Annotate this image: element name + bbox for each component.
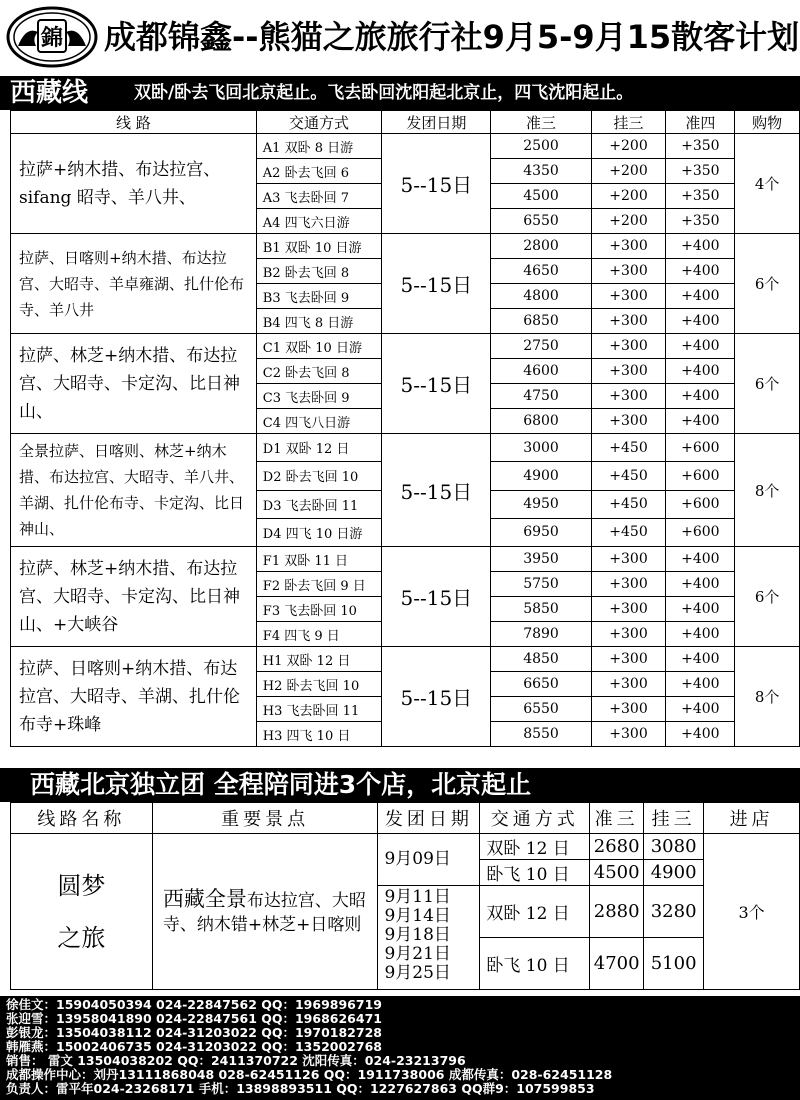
plus3-cell: +200	[591, 209, 666, 234]
std3-cell: 4500	[590, 860, 644, 886]
std4-cell: +400	[666, 334, 735, 359]
table-row	[11, 647, 800, 672]
table-row	[11, 547, 800, 572]
table-row	[11, 134, 800, 159]
table-row	[11, 434, 800, 462]
contact-line: 韩雁燕：15002406735 024-31203022 QQ：1352002768	[6, 1039, 382, 1054]
date-item: 9月21日	[384, 944, 451, 964]
std4-cell: +350	[666, 209, 735, 234]
date-cell: 5--15日	[382, 434, 491, 547]
shopping-cell: 6个	[735, 334, 800, 434]
transport-cell: A1 双卧 8 日游	[256, 134, 381, 159]
col-route: 线 路	[11, 111, 257, 134]
contact-line: 徐佳文：15904050394 024-22847562 QQ：1969896719	[6, 997, 382, 1012]
col-date: 发团日期	[378, 803, 480, 834]
col-plus3: 挂三	[591, 111, 666, 134]
shopping-cell: 6个	[735, 234, 800, 334]
std4-cell: +400	[666, 234, 735, 259]
plus3-cell: +300	[591, 572, 666, 597]
std4-cell: +400	[666, 672, 735, 697]
transport-cell: B3 飞去卧回 9	[256, 284, 381, 309]
route-cell: 拉萨、林芝+纳木措、布达拉宫、大昭寺、卡定沟、比日神山、+大峡谷	[11, 547, 257, 647]
std3-cell: 6550	[491, 209, 591, 234]
std3-cell: 4900	[491, 462, 591, 490]
route-cell: 拉萨、林芝+纳木措、布达拉宫、大昭寺、卡定沟、比日神山、	[11, 334, 257, 434]
transport-cell: C4 四飞八日游	[256, 409, 381, 434]
std3-cell: 2680	[590, 834, 644, 860]
std4-cell: +600	[666, 490, 735, 518]
transport-cell: F3 飞去卧回 10	[256, 597, 381, 622]
transport-cell: 卧飞 10 日	[480, 938, 590, 990]
plus3-cell: +300	[591, 597, 666, 622]
std4-cell: +600	[666, 518, 735, 546]
shops-cell: 3个	[704, 834, 800, 990]
plus3-cell: +450	[591, 462, 666, 490]
std3-cell: 2800	[491, 234, 591, 259]
std4-cell: +400	[666, 572, 735, 597]
std3-cell: 6550	[491, 697, 591, 722]
company-logo-icon	[6, 6, 98, 68]
beijing-price-table	[10, 802, 800, 990]
col-transport: 交通方式	[480, 803, 590, 834]
spots-lead: 西藏全景	[162, 886, 247, 911]
transport-cell: B1 双卧 10 日游	[256, 234, 381, 259]
shopping-cell: 4个	[735, 134, 800, 234]
transport-cell: D3 飞去卧回 11	[256, 490, 381, 518]
transport-cell: B4 四飞 8 日游	[256, 309, 381, 334]
spots-rest: 布达拉宫、大昭寺、纳木错+林芝+日喀则	[162, 890, 366, 935]
std4-cell: +400	[666, 597, 735, 622]
std4-cell: +600	[666, 462, 735, 490]
plus3-cell: +300	[591, 309, 666, 334]
transport-cell: C3 飞去卧回 9	[256, 384, 381, 409]
col-std3: 准三	[590, 803, 644, 834]
plus3-cell: +300	[591, 384, 666, 409]
tibet-banner	[0, 76, 800, 110]
shopping-cell: 8个	[735, 647, 800, 747]
col-std3: 准三	[491, 111, 591, 134]
route-name-cell	[11, 834, 153, 990]
transport-cell: 双卧 12 日	[480, 886, 590, 938]
transport-cell: A3 飞去卧回 7	[256, 184, 381, 209]
std3-cell: 6800	[491, 409, 591, 434]
std3-cell: 4600	[491, 359, 591, 384]
route-cell: 拉萨+纳木措、布达拉宫、sifang 昭寺、羊八井、	[11, 134, 257, 234]
plus3-cell: +300	[591, 722, 666, 747]
plus3-cell: +300	[591, 697, 666, 722]
std3-cell: 2880	[590, 886, 644, 938]
std4-cell: +350	[666, 184, 735, 209]
col-date: 发团日期	[382, 111, 491, 134]
std4-cell: +400	[666, 359, 735, 384]
plus3-cell: +300	[591, 334, 666, 359]
beijing-banner-title: 西藏北京独立团 全程陪同进3个店，北京起止	[30, 770, 532, 799]
col-shopping: 购物	[735, 111, 800, 134]
std4-cell: +400	[666, 722, 735, 747]
transport-cell: D2 卧去飞回 10	[256, 462, 381, 490]
plus3-cell: +300	[591, 622, 666, 647]
shopping-cell: 8个	[735, 434, 800, 547]
beijing-banner	[0, 768, 800, 802]
transport-cell: H2 卧去飞回 10	[256, 672, 381, 697]
col-std4: 准四	[666, 111, 735, 134]
transport-cell: F2 卧去飞回 9 日	[256, 572, 381, 597]
date-item: 9月14日	[384, 906, 451, 926]
date-cell: 5--15日	[382, 547, 491, 647]
std4-cell: +600	[666, 434, 735, 462]
transport-cell: C2 卧去飞回 8	[256, 359, 381, 384]
tibet-banner-title: 西藏线	[10, 78, 89, 108]
plus3-cell: +300	[591, 672, 666, 697]
date-cell: 5--15日	[382, 334, 491, 434]
plus3-cell: +300	[591, 234, 666, 259]
table-header-row	[11, 803, 800, 834]
plus3-cell: 5100	[644, 938, 704, 990]
std3-cell: 8550	[491, 722, 591, 747]
date-item: 9月25日	[384, 963, 451, 983]
std4-cell: +400	[666, 284, 735, 309]
plus3-cell: +200	[591, 134, 666, 159]
std3-cell: 4750	[491, 384, 591, 409]
table-row	[11, 334, 800, 359]
std3-cell: 4800	[491, 284, 591, 309]
std4-cell: +400	[666, 647, 735, 672]
std4-cell: +400	[666, 259, 735, 284]
std3-cell: 2750	[491, 334, 591, 359]
date-cell: 9月09日	[378, 834, 480, 886]
col-spots: 重要景点	[152, 803, 378, 834]
std3-cell: 3000	[491, 434, 591, 462]
date-cell: 5--15日	[382, 647, 491, 747]
contact-line: 张迎雪：13958041890 024-22847561 QQ：1968626471	[6, 1011, 382, 1026]
page-title: 成都锦鑫--熊猫之旅旅行社9月5-9月15散客计划	[104, 18, 800, 56]
transport-cell: 卧飞 10 日	[480, 860, 590, 886]
plus3-cell: +450	[591, 434, 666, 462]
header	[0, 0, 800, 76]
transport-cell: F1 双卧 11 日	[256, 547, 381, 572]
col-route-name: 线路名称	[11, 803, 153, 834]
std3-cell: 4950	[491, 490, 591, 518]
std4-cell: +400	[666, 697, 735, 722]
std3-cell: 2500	[491, 134, 591, 159]
transport-cell: H3 飞去卧回 11	[256, 697, 381, 722]
plus3-cell: +300	[591, 359, 666, 384]
transport-cell: A2 卧去飞回 6	[256, 159, 381, 184]
std3-cell: 6950	[491, 518, 591, 546]
table-header-row	[11, 111, 800, 134]
logo-text: 錦	[40, 25, 64, 51]
plus3-cell: +300	[591, 284, 666, 309]
contact-line: 销售： 雷文 13504038202 QQ：2411370722 沈阳传真：024-23213796	[6, 1053, 466, 1068]
tibet-price-table	[10, 110, 800, 747]
route-cell: 全景拉萨、日喀则、林芝+纳木措、布达拉宫、大昭寺、羊八井、羊湖、扎什伦布寺、卡定沟、比日神山、	[11, 434, 257, 547]
date-cell: 5--15日	[382, 234, 491, 334]
contact-footer	[0, 996, 800, 1100]
date-item: 9月11日	[384, 887, 451, 907]
plus3-cell: +200	[591, 159, 666, 184]
std3-cell: 7890	[491, 622, 591, 647]
spots-cell	[152, 834, 378, 990]
plus3-cell: +450	[591, 518, 666, 546]
transport-cell: A4 四飞六日游	[256, 209, 381, 234]
std3-cell: 6850	[491, 309, 591, 334]
plus3-cell: 3080	[644, 834, 704, 860]
std4-cell: +350	[666, 134, 735, 159]
std4-cell: +400	[666, 309, 735, 334]
std3-cell: 4350	[491, 159, 591, 184]
std3-cell: 5750	[491, 572, 591, 597]
plus3-cell: +300	[591, 409, 666, 434]
std3-cell: 4500	[491, 184, 591, 209]
plus3-cell: +300	[591, 547, 666, 572]
table-row	[11, 834, 800, 860]
transport-cell: H3 四飞 10 日	[256, 722, 381, 747]
transport-cell: D1 双卧 12 日	[256, 434, 381, 462]
std3-cell: 4700	[590, 938, 644, 990]
plus3-cell: 4900	[644, 860, 704, 886]
std3-cell: 4650	[491, 259, 591, 284]
transport-cell: B2 卧去飞回 8	[256, 259, 381, 284]
transport-cell: F4 四飞 9 日	[256, 622, 381, 647]
route-name: 圆梦之旅	[57, 871, 106, 952]
transport-cell: 双卧 12 日	[480, 834, 590, 860]
std4-cell: +400	[666, 622, 735, 647]
plus3-cell: +450	[591, 490, 666, 518]
date-cell: 5--15日	[382, 134, 491, 234]
route-cell: 拉萨、日喀则+纳木措、布达拉宫、大昭寺、羊卓雍湖、扎什伦布寺、羊八井	[11, 234, 257, 334]
plus3-cell: +300	[591, 647, 666, 672]
std3-cell: 3950	[491, 547, 591, 572]
plus3-cell: 3280	[644, 886, 704, 938]
std3-cell: 5850	[491, 597, 591, 622]
contact-line: 负责人：雷平年024-23268171 手机：13898893511 QQ：1227627863 QQ群9：107599853	[6, 1081, 595, 1096]
col-plus3: 挂三	[644, 803, 704, 834]
route-cell: 拉萨、日喀则+纳木措、布达拉宫、大昭寺、羊湖、扎什伦布寺+珠峰	[11, 647, 257, 747]
std4-cell: +400	[666, 384, 735, 409]
contact-line: 彭银龙：13504038112 024-31203022 QQ：1970182728	[6, 1025, 382, 1040]
plus3-cell: +300	[591, 259, 666, 284]
table-row	[11, 234, 800, 259]
contact-line: 成都操作中心：刘丹13111868048 028-62451126 QQ：1911738006 成都传真：028-62451128	[6, 1067, 613, 1082]
std3-cell: 6650	[491, 672, 591, 697]
std3-cell: 4850	[491, 647, 591, 672]
date-list-cell	[378, 886, 480, 990]
transport-cell: D4 四飞 10 日游	[256, 518, 381, 546]
shopping-cell: 6个	[735, 547, 800, 647]
plus3-cell: +200	[591, 184, 666, 209]
std4-cell: +400	[666, 547, 735, 572]
col-transport: 交通方式	[256, 111, 381, 134]
transport-cell: C1 双卧 10 日游	[256, 334, 381, 359]
std4-cell: +400	[666, 409, 735, 434]
std4-cell: +350	[666, 159, 735, 184]
col-shops: 进店	[704, 803, 800, 834]
tibet-banner-subtitle: 双卧/卧去飞回北京起止。飞去卧回沈阳起北京止，四飞沈阳起止。	[134, 83, 634, 103]
transport-cell: H1 双卧 12 日	[256, 647, 381, 672]
date-item: 9月18日	[384, 925, 451, 945]
